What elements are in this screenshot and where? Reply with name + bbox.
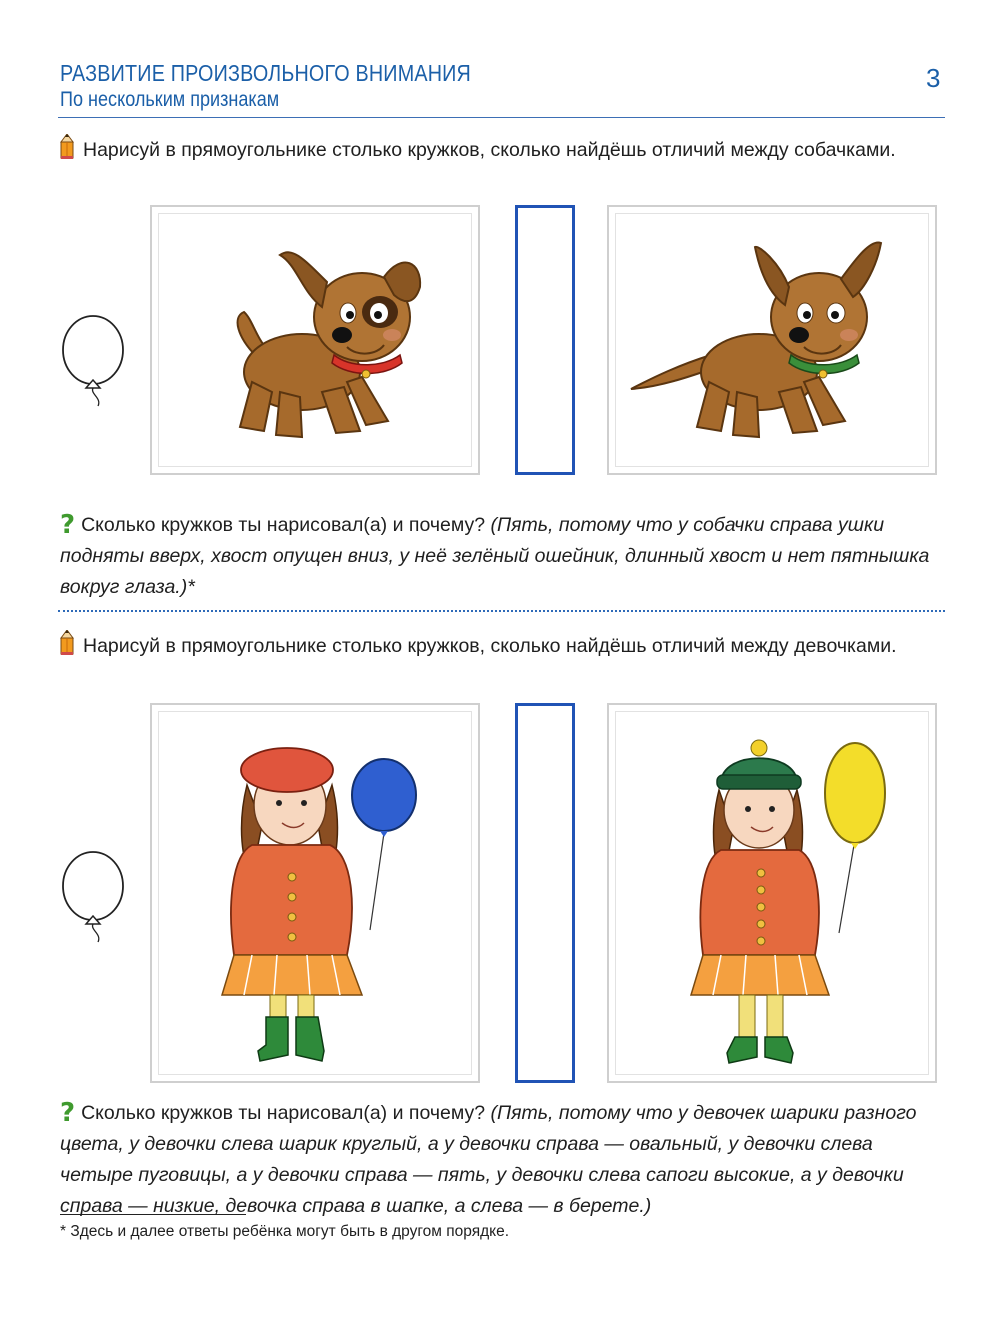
girl-right-illustration [609,705,939,1085]
task1-instruction [60,134,940,166]
page-number: 3 [926,63,941,93]
section-title: РАЗВИТИЕ ПРОИЗВОЛЬНОГО ВНИМАНИЯ [60,60,472,86]
task1-answer-box[interactable] [515,205,575,475]
task2-instruction [60,630,940,662]
section-subtitle: По нескольким признакам [60,88,280,111]
task2-instruction-text: Нарисуй в прямоугольнике столько кружков, сколько найдёшь отличий между девочками. [83,635,897,657]
pencil-icon [60,134,74,160]
header-divider [58,117,945,118]
right-girl-picture [607,703,937,1083]
task1-question [60,510,945,603]
dog-left-illustration [152,207,482,477]
dog-right-illustration [609,207,939,477]
footnote-divider [60,1214,246,1215]
task1-answer-text: (Пять, потому что у собачки справа ушки подняты вверх, хвост опущен вниз, у неё зелёный ошейник, длинный хвост и нет пятнышка вокруг глаза.)* [60,514,930,598]
task1-question-text: Сколько кружков ты нарисовал(а) и почему? [81,514,486,536]
task2-question-text: Сколько кружков ты нарисовал(а) и почему? [81,1102,486,1124]
task2-answer-text: (Пять, потому что у девочек шарики разного цвета, у девочки слева шарик круглый, а у девочки справа — овальный, у девочки слева четыре пуговицы, а у девочки справа — пять, у девочки слева сапоги высокие, а у девочки справа — низкие, девочка справа в шапке, а слева — в берете.) [60,1102,917,1217]
question-mark-icon: ? [60,1098,76,1128]
task2-question [60,1098,945,1222]
task1-instruction-text: Нарисуй в прямоугольнике столько кружков, сколько найдёшь отличий между собачками. [83,139,896,161]
left-girl-picture [150,703,480,1083]
right-dog-picture [607,205,937,475]
section-divider [58,610,945,612]
pencil-icon [60,630,74,656]
footnote: * Здесь и далее ответы ребёнка могут быть в другом порядке. [60,1223,510,1240]
balloon-outline-icon [60,312,130,412]
balloon-outline-icon [60,848,130,948]
task2-answer-box[interactable] [515,703,575,1083]
girl-left-illustration [152,705,482,1085]
left-dog-picture [150,205,480,475]
question-mark-icon: ? [60,510,76,540]
